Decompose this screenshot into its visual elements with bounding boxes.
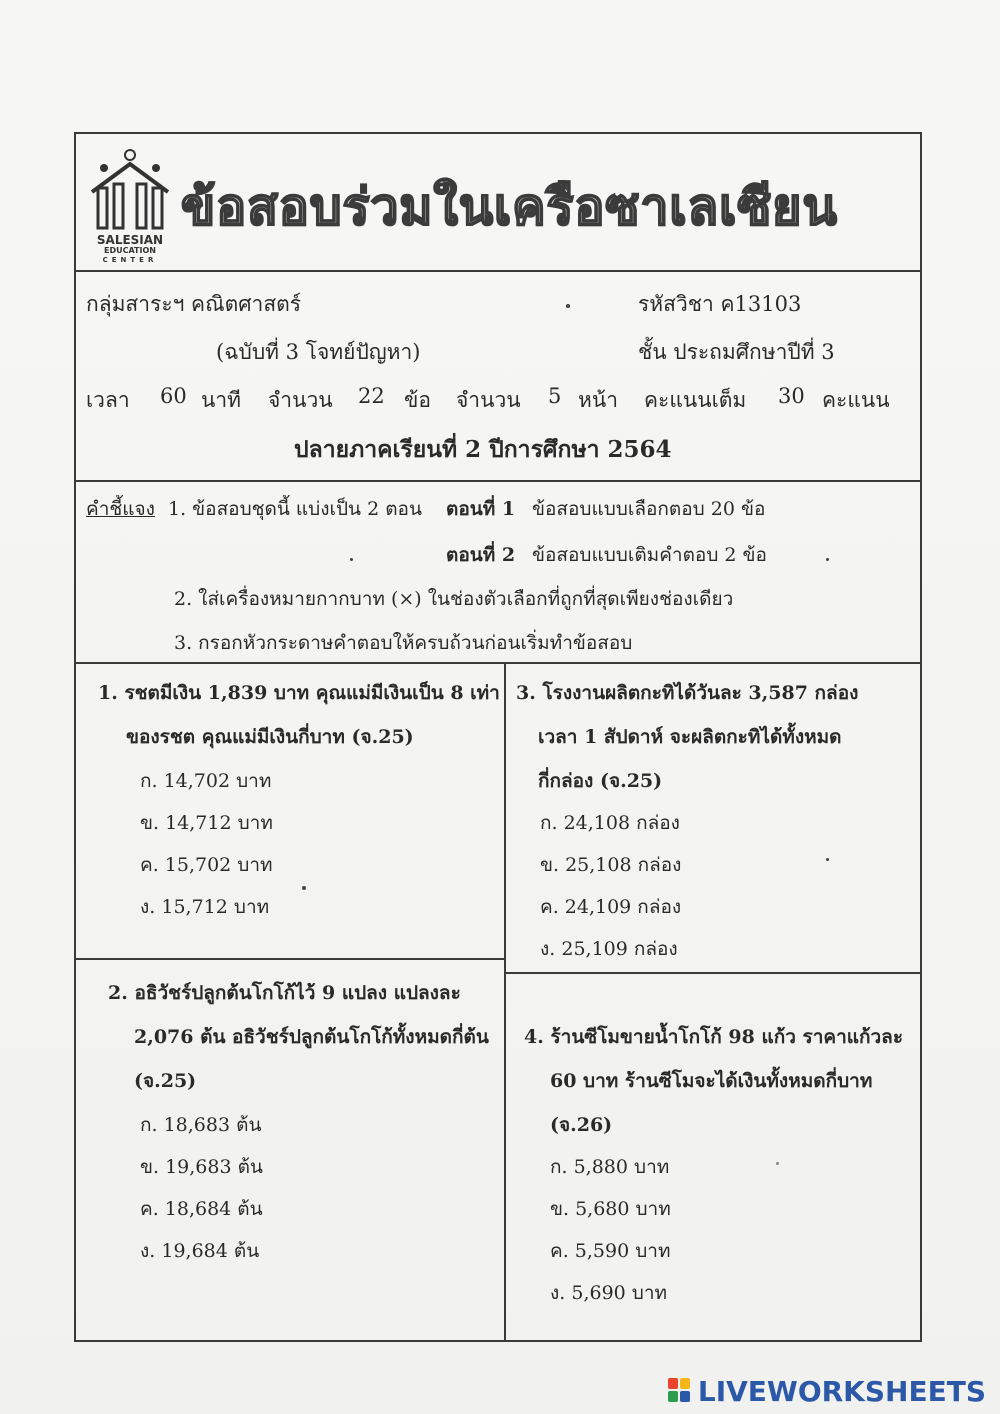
question-1-line-2: ของรชต คุณแม่มีเงินกี่บาท (จ.25) <box>126 726 414 748</box>
part-1-text: ข้อสอบแบบเลือกตอบ 20 ข้อ <box>532 498 766 520</box>
speck <box>776 1162 779 1165</box>
question-4-line-3: (จ.26) <box>550 1114 613 1136</box>
instructions-line-2: 2. ใส่เครื่องหมายกากบาท (×) ในช่องตัวเลือกที่ถูกที่สุดเพียงช่องเดียว <box>174 588 734 610</box>
question-3-choice-c[interactable]: ค. 24,109 กล่อง <box>540 896 682 918</box>
part-2-label: ตอนที่ 2 <box>446 544 516 566</box>
subject-code: รหัสวิชา ค13103 <box>638 292 802 316</box>
pages-label: จำนวน <box>456 388 521 412</box>
time-value: 60 <box>160 384 187 408</box>
question-1-choice-b[interactable]: ข. 14,712 บาท <box>140 812 273 834</box>
question-1-choice-d[interactable]: ง. 15,712 บาท <box>140 896 270 918</box>
question-2-choice-a[interactable]: ก. 18,683 ต้น <box>140 1114 262 1136</box>
speck <box>566 304 570 308</box>
salesian-logo <box>84 148 176 266</box>
liveworksheets-text: LIVEWORKSHEETS <box>697 1374 986 1408</box>
score-label: คะแนนเต็ม <box>644 388 747 412</box>
question-3-choice-b[interactable]: ข. 25,108 กล่อง <box>540 854 682 876</box>
salesian-house-icon <box>84 148 176 232</box>
pages-value: 5 <box>548 384 562 408</box>
speck <box>826 858 829 861</box>
question-2-line-1: 2. อธิวัชร์ปลูกต้นโกโก้ไว้ 9 แปลง แปลงละ <box>108 982 461 1004</box>
question-3-line-3: กี่กล่อง (จ.25) <box>538 770 663 792</box>
question-2-choice-c[interactable]: ค. 18,684 ต้น <box>140 1198 263 1220</box>
time-label: เวลา <box>86 388 130 412</box>
speck <box>302 886 306 890</box>
column-divider <box>504 662 506 1340</box>
logo-text-center: CENTER <box>102 256 158 264</box>
score-value: 30 <box>778 384 805 408</box>
left-row-divider <box>76 958 504 960</box>
question-3-choice-d[interactable]: ง. 25,109 กล่อง <box>540 938 678 960</box>
question-1-line-1: 1. รชตมีเงิน 1,839 บาท คุณแม่มีเงินเป็น 8 เท่า <box>98 682 500 704</box>
count-label: จำนวน <box>268 388 333 412</box>
question-4-choice-b[interactable]: ข. 5,680 บาท <box>550 1198 671 1220</box>
right-row-divider <box>506 972 920 974</box>
questions-section <box>76 662 920 1340</box>
score-unit: คะแนน <box>822 388 890 412</box>
logo-text-salesian: SALESIAN <box>96 233 164 247</box>
question-2-line-3: (จ.25) <box>134 1070 197 1092</box>
logo-text-education: EDUCATION <box>104 246 156 255</box>
speck <box>350 558 353 561</box>
question-3-choice-a[interactable]: ก. 24,108 กล่อง <box>540 812 680 834</box>
pages-unit: หน้า <box>578 388 618 412</box>
instructions-heading: คำชี้แจง <box>86 498 155 520</box>
speck <box>826 558 829 561</box>
exam-info <box>76 270 920 482</box>
question-3-line-1: 3. โรงงานผลิตกะทิได้วันละ 3,587 กล่อง <box>516 682 859 704</box>
part-2-text: ข้อสอบแบบเติมคำตอบ 2 ข้อ <box>532 544 767 566</box>
liveworksheets-logo-icon <box>668 1378 692 1404</box>
liveworksheets-watermark[interactable] <box>668 1374 986 1408</box>
question-4-choice-a[interactable]: ก. 5,880 บาท <box>550 1156 670 1178</box>
instructions <box>76 480 920 664</box>
question-1-choice-c[interactable]: ค. 15,702 บาท <box>140 854 273 876</box>
exam-edition: (ฉบับที่ 3 โจทย์ปัญหา) <box>216 340 421 364</box>
instructions-line-3: 3. กรอกหัวกระดาษคำตอบให้ครบถ้วนก่อนเริ่มทำข้อสอบ <box>174 632 633 654</box>
count-unit: ข้อ <box>404 388 431 412</box>
grade-level: ชั้น ประถมศึกษาปีที่ 3 <box>638 340 835 364</box>
question-4-line-1: 4. ร้านซีโมขายน้ำโกโก้ 98 แก้ว ราคาแก้วละ <box>524 1026 904 1048</box>
question-3-line-2: เวลา 1 สัปดาห์ จะผลิตกะทิได้ทั้งหมด <box>538 726 842 748</box>
question-2-choice-b[interactable]: ข. 19,683 ต้น <box>140 1156 263 1178</box>
question-2-line-2: 2,076 ต้น อธิวัชร์ปลูกต้นโกโก้ทั้งหมดกี่ต้น <box>134 1026 489 1048</box>
subject-group: กลุ่มสาระฯ คณิตศาสตร์ <box>86 292 302 316</box>
question-1-choice-a[interactable]: ก. 14,702 บาท <box>140 770 272 792</box>
header-banner <box>76 134 920 272</box>
question-2-choice-d[interactable]: ง. 19,684 ต้น <box>140 1240 260 1262</box>
count-value: 22 <box>358 384 385 408</box>
time-unit: นาที <box>201 388 241 412</box>
question-4-choice-c[interactable]: ค. 5,590 บาท <box>550 1240 671 1262</box>
exam-frame <box>74 132 922 1342</box>
exam-title: ข้อสอบร่วมในเครือซาเลเซียน <box>181 178 838 236</box>
question-4-line-2: 60 บาท ร้านซีโมจะได้เงินทั้งหมดกี่บาท <box>550 1070 873 1092</box>
part-1-label: ตอนที่ 1 <box>446 498 516 520</box>
question-4-choice-d[interactable]: ง. 5,690 บาท <box>550 1282 668 1304</box>
instructions-line-1: 1. ข้อสอบชุดนี้ แบ่งเป็น 2 ตอน <box>168 498 422 520</box>
semester-heading: ปลายภาคเรียนที่ 2 ปีการศึกษา 2564 <box>294 436 672 463</box>
